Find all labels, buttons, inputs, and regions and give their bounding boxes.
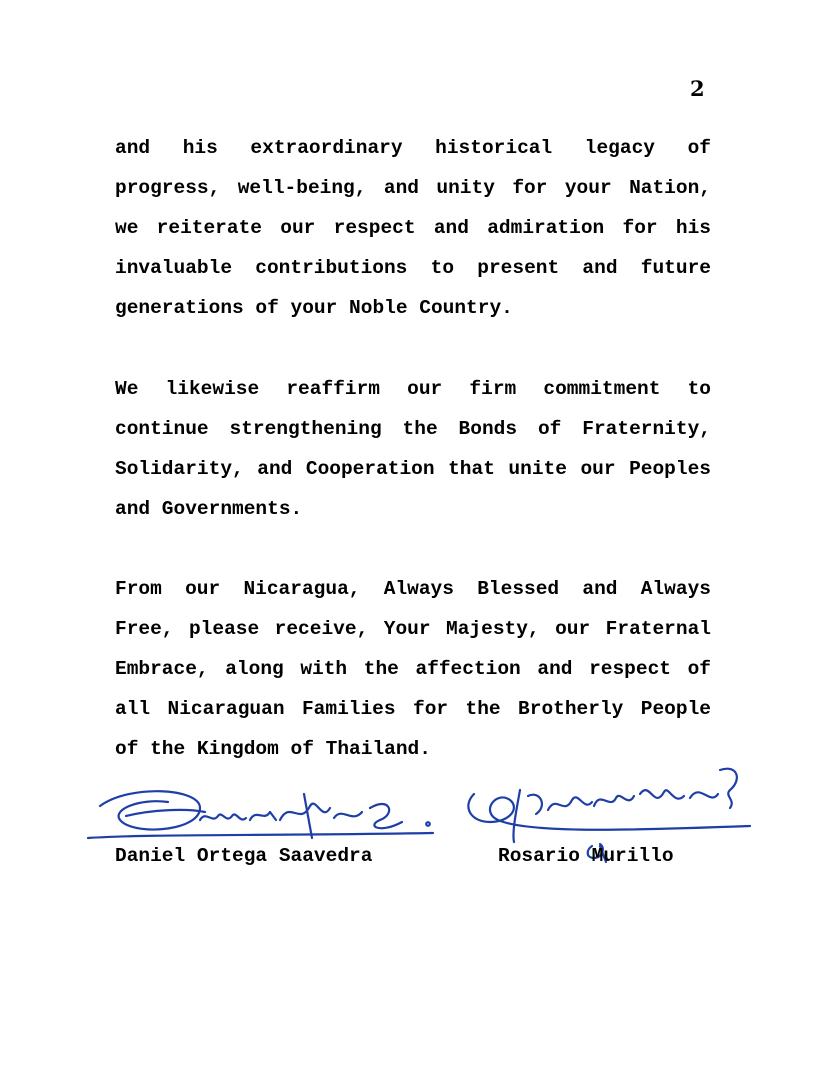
letter-body <box>115 128 711 770</box>
left-signature-image <box>88 791 433 838</box>
paragraph: We likewise reaffirm our firm commitment to continue strengthening the Bonds of Fraternity, Solidarity, and Cooperation that unite our Peoples and Governments. <box>115 377 711 520</box>
signer-name-left: Daniel Ortega Saavedra <box>115 845 373 867</box>
paragraph: From our Nicaragua, Always Blessed and Always Free, please receive, Your Majesty, our Fraternal Embrace, along with the affection and respect of all Nicaraguan Families for the Brotherly People of the Kingdom of Thailand. <box>115 578 711 761</box>
signer-name-right: Rosario Murillo <box>498 845 674 867</box>
page-number: 2 <box>690 76 705 101</box>
paragraph: and his extraordinary historical legacy of progress, well-being, and unity for your Nation, we reiterate our respect and admiration for his invaluable contributions to present and future generations of your Noble Country. <box>115 137 711 320</box>
